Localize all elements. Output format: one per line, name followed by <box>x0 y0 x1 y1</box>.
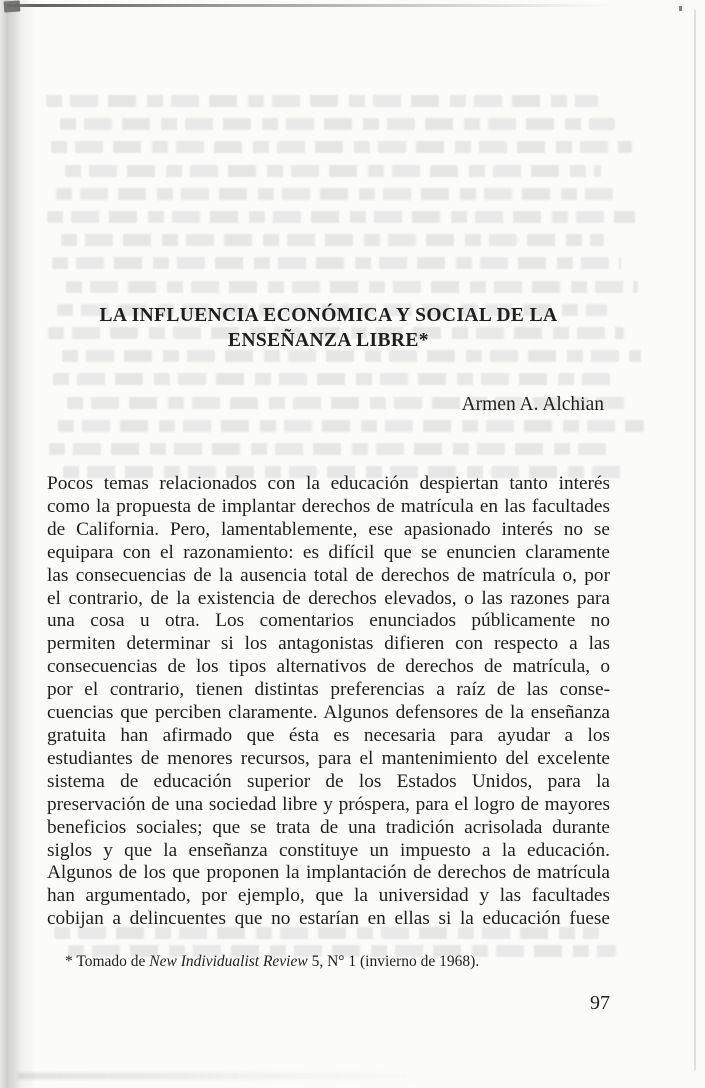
body-line: cobijan a delincuentes que no estarían en ellas si la educación fuese <box>47 908 610 930</box>
body-line: Algunos de los que proponen la implantación de derechos de matrícula <box>47 862 610 884</box>
body-line: preservación de una sociedad libre y próspera, para el logro de mayores <box>47 793 610 815</box>
scan-bottom-smudge <box>18 1073 448 1079</box>
footnote <box>47 953 610 971</box>
body-line: han argumentado, por ejemplo, que la universidad y las facultades <box>47 885 610 907</box>
scan-top-edge-shadow <box>6 4 646 7</box>
body-line: una cosa u otra. Los comentarios enunciados públicamente no <box>47 610 610 632</box>
body-line: por el contrario, tienen distintas preferencias a raíz de las conse- <box>47 679 610 701</box>
article-title <box>47 303 610 353</box>
scan-right-page-edge <box>694 10 696 1070</box>
footnote-suffix: 5, N° 1 (invierno de 1968). <box>307 953 480 970</box>
bleedthrough-line <box>52 257 621 269</box>
bleedthrough-line <box>66 281 638 293</box>
body-line: cuencias que perciben claramente. Algunos defensores de la enseñanza <box>47 702 610 724</box>
author-name: Armen A. Alchian <box>461 394 604 415</box>
body-line: el contrario, de la existencia de derechos elevados, o las razones para <box>47 587 610 609</box>
body-line: gratuita han afirmado que ésta es necesaria para ayudar a los <box>47 724 610 746</box>
bleedthrough-line <box>61 234 604 246</box>
bleedthrough-line <box>49 443 613 455</box>
bleedthrough-line <box>60 118 615 130</box>
article-title-line1: LA INFLUENCIA ECONÓMICA Y SOCIAL DE LA <box>99 305 558 326</box>
body-line: Pocos temas relacionados con la educación despiertan tanto interés <box>47 473 610 494</box>
bleedthrough-line <box>53 373 610 385</box>
body-line: estudiantes de menores recursos, para el mantenimiento del excelente <box>47 747 610 769</box>
body-line: beneficios sociales; que se trata de una tradición acrisolada durante <box>47 816 610 838</box>
body-line: siglos y que la enseñanza constituye un impuesto a la educación. <box>47 839 610 861</box>
footnote-prefix: * Tomado de <box>65 953 150 970</box>
scan-dust-speck <box>679 6 682 11</box>
bleedthrough-line <box>47 211 635 223</box>
body-line: las consecuencias de la ausencia total de derechos de matrícula o, por <box>47 564 610 586</box>
body-line: sistema de educación superior de los Estados Unidos, para la <box>47 770 610 792</box>
article-title-line2: ENSEÑANZA LIBRE* <box>228 330 429 351</box>
page-number: 97 <box>590 992 610 1014</box>
body-line: permiten determinar si los antagonistas difieren con respecto a las <box>47 633 610 655</box>
bleedthrough-line <box>65 165 601 177</box>
bleedthrough-line <box>51 141 632 153</box>
bleedthrough-line <box>46 95 598 107</box>
bleedthrough-line <box>58 420 644 432</box>
body-line: como la propuesta de implantar derechos de matrícula en las facultades <box>47 495 610 517</box>
footnote-journal-title: New Individualist Review <box>149 953 308 970</box>
body-line: consecuencias de los tipos alternativos de derechos de matrícula, o <box>47 656 610 678</box>
scan-gutter-shadow <box>0 0 36 1088</box>
body-paragraph <box>47 473 610 931</box>
body-line: equipara con el razonamiento: es difícil que se enuncien claramente <box>47 541 610 563</box>
bleedthrough-line <box>56 188 618 200</box>
body-line: de California. Pero, lamentablemente, ese apasionado interés no se <box>47 518 610 540</box>
